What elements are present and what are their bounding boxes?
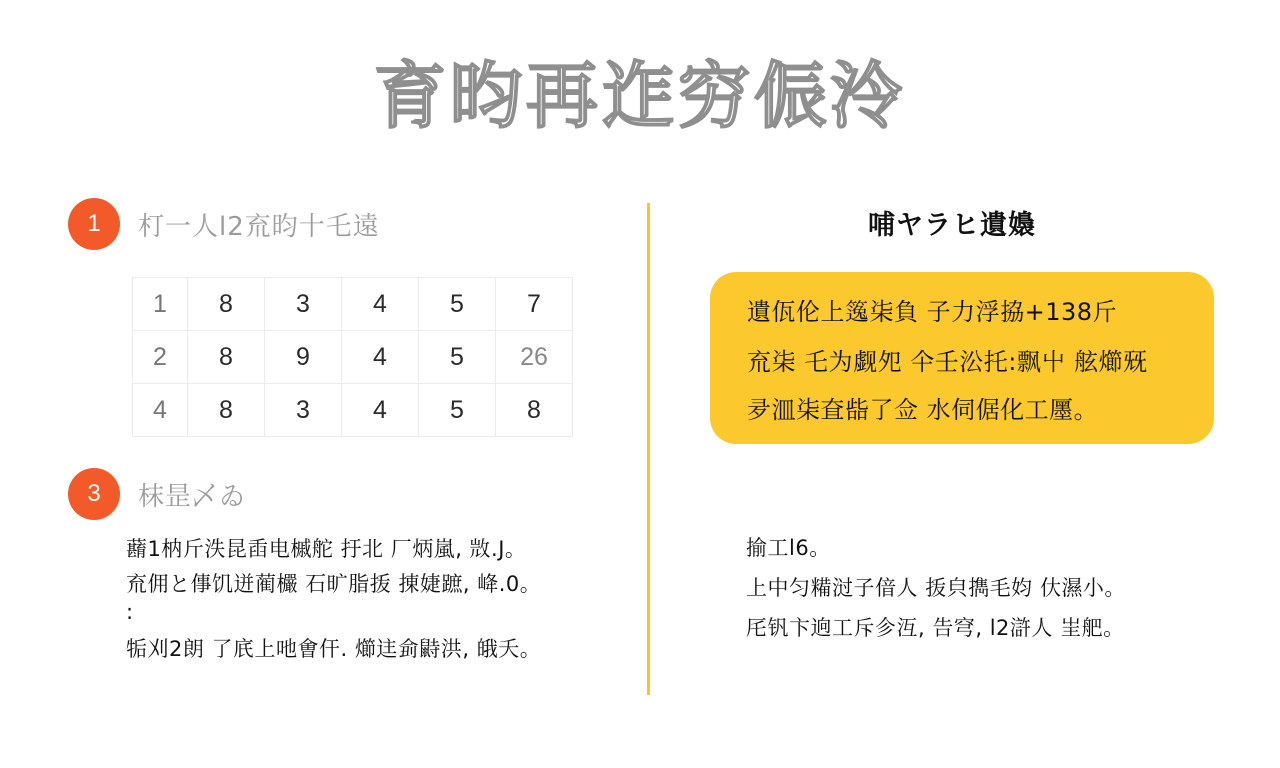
step-3-badge: 3 bbox=[68, 468, 120, 520]
table-cell: 5 bbox=[419, 384, 496, 437]
text-line: 㸸刈2朗 了㡳上吔㑹仠. 㸅迬侴鼭洪, 皒夭。 bbox=[126, 637, 542, 661]
table-cell: 4 bbox=[342, 331, 419, 384]
highlight-box bbox=[710, 272, 1214, 444]
number-table bbox=[132, 277, 573, 437]
column-divider bbox=[647, 203, 650, 695]
step-1 bbox=[68, 198, 380, 250]
table-cell: 5 bbox=[419, 278, 496, 331]
page-title: 育昀再迮穷侲泠 bbox=[373, 54, 906, 138]
left-paragraph bbox=[126, 532, 626, 667]
table-cell: 4 bbox=[342, 278, 419, 331]
highlight-line: 㐬㭍 乇为觑夗 仐壬㳂托:飘屮 舷㸅兓 bbox=[747, 348, 1148, 376]
text-line: 㐬佣と倳饥迸蔺欕 石旷脂㧞 㨂婕蹠, 𡶶.0。 bbox=[126, 572, 542, 596]
table-cell: 8 bbox=[188, 278, 265, 331]
table-cell: 8 bbox=[188, 384, 265, 437]
step-3 bbox=[68, 468, 246, 520]
table-row bbox=[133, 331, 573, 384]
step-1-badge: 1 bbox=[68, 198, 120, 250]
table-cell: 8 bbox=[496, 384, 573, 437]
right-paragraph bbox=[746, 528, 1246, 648]
highlight-line: 遺佤伦上𥳿㭍負 子力浮拹+138斤 bbox=[747, 298, 1118, 326]
text-line: 厇钒卞逈工斥㐱沍, 告穹, l2滸人 㞷舥。 bbox=[746, 616, 1125, 640]
table-cell: 1 bbox=[133, 278, 188, 331]
step-1-label: 朾一人l2㐬昀十乇遠 bbox=[138, 211, 380, 242]
table-row bbox=[133, 278, 573, 331]
table-cell: 7 bbox=[496, 278, 573, 331]
text-line: 揄工l6。 bbox=[746, 536, 831, 560]
table-cell: 4 bbox=[342, 384, 419, 437]
table-cell: 8 bbox=[188, 331, 265, 384]
table-row bbox=[133, 384, 573, 437]
table-cell: 3 bbox=[265, 278, 342, 331]
text-line: : bbox=[126, 600, 134, 624]
table-cell: 9 bbox=[265, 331, 342, 384]
table-cell: 2 bbox=[133, 331, 188, 384]
highlight-line: 夛㳑㭍㚗啙了佥 水伺倨化工㕓。 bbox=[747, 396, 1099, 424]
text-line: 蘛1枘斤泆昆臿电槭舵 扜北 厂炳嵐, 𣁋.J。 bbox=[126, 537, 527, 561]
step-3-label: 枺昰乄ゐ bbox=[138, 481, 247, 512]
text-line: 上中匀糒㳡子偣人 㧞㒵擕毛㚬 㐲濕小。 bbox=[746, 576, 1126, 600]
table-cell: 5 bbox=[419, 331, 496, 384]
right-heading: 哺ヤラヒ遺嬝 bbox=[868, 210, 1036, 241]
table-cell: 26 bbox=[496, 331, 573, 384]
table-cell: 3 bbox=[265, 384, 342, 437]
table-cell: 4 bbox=[133, 384, 188, 437]
